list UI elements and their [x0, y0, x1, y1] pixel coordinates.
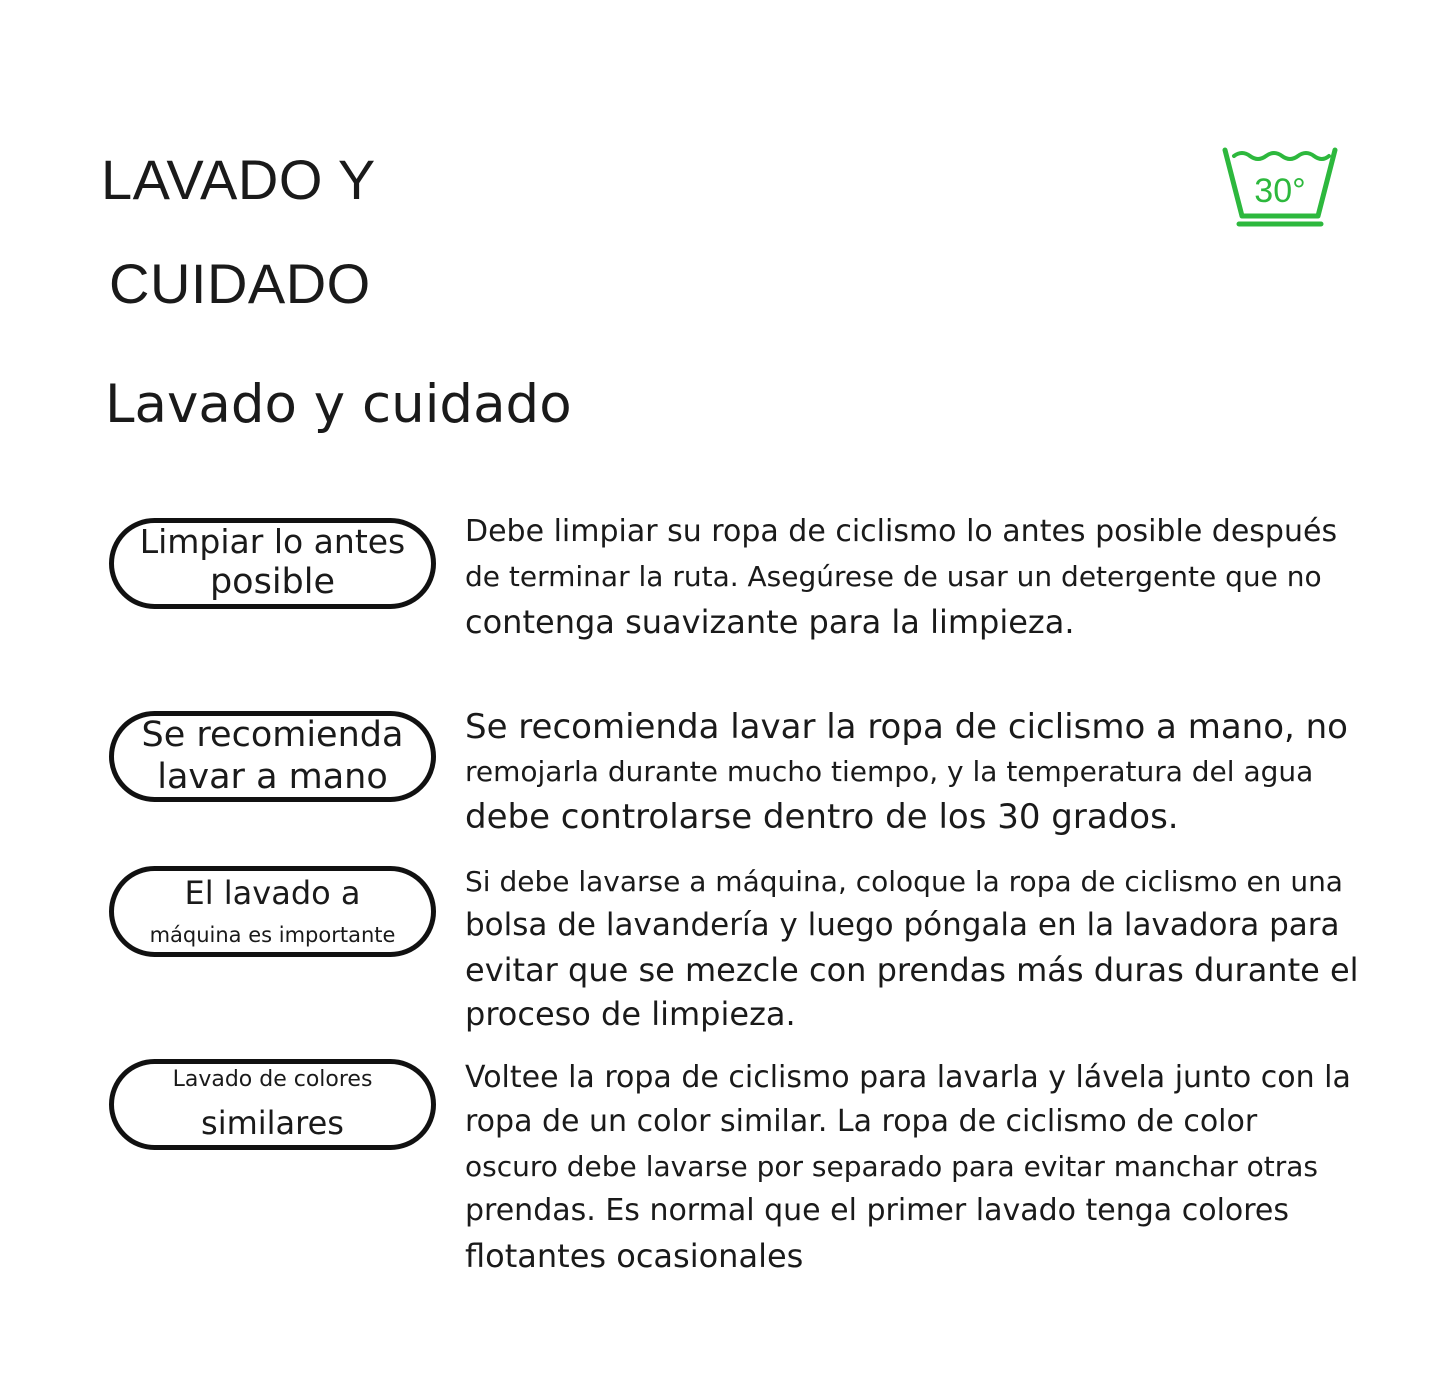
description-line: Se recomienda lavar la ropa de ciclismo a mano, no [465, 707, 1348, 747]
description-line: Si debe lavarse a máquina, coloque la ropa de ciclismo en una [465, 865, 1343, 898]
description-line: Voltee la ropa de ciclismo para lavarla y lávela junto con la [465, 1060, 1351, 1095]
description-line: Debe limpiar su ropa de ciclismo lo antes posible después [465, 514, 1338, 549]
tip-label-line: Lavado de colores [172, 1066, 373, 1092]
description-line: flotantes ocasionales [465, 1237, 804, 1275]
description-line: remojarla durante mucho tiempo, y la temperatura del agua [465, 755, 1314, 788]
page-title-line-1: LAVADO Y [101, 148, 376, 211]
wash-water-wave [1234, 153, 1329, 159]
description-line: bolsa de lavandería y luego póngala en la lavadora para [465, 907, 1340, 943]
tip-label-pill-similar-colors [109, 1059, 436, 1150]
description-line: contenga suavizante para la limpieza. [465, 603, 1075, 641]
description-line: evitar que se mezcle con prendas más duras durante el [465, 951, 1359, 989]
tip-description-hand-wash [465, 704, 1395, 840]
page-title-line-2: CUIDADO [109, 252, 371, 315]
description-line: de terminar la ruta. Asegúrese de usar un detergente que no [465, 560, 1322, 593]
tip-label-pill-machine-wash [109, 866, 436, 957]
description-line: ropa de un color similar. La ropa de ciclismo de color [465, 1104, 1258, 1139]
tip-label-line: máquina es importante [149, 922, 396, 947]
tip-label-line: Limpiar lo antes [139, 522, 406, 562]
wash-temperature-label: 30° [1254, 172, 1306, 210]
tip-label-line: lavar a mano [157, 756, 388, 797]
tip-label-line: similares [201, 1103, 344, 1142]
tip-label-line: El lavado a [184, 874, 361, 913]
tip-label-line: posible [209, 562, 336, 603]
tip-description-clean-asap [465, 510, 1395, 644]
description-line: proceso de limpieza. [465, 995, 796, 1033]
description-line: debe controlarse dentro de los 30 grados. [465, 797, 1179, 837]
tip-description-machine-wash [465, 862, 1395, 1036]
tip-description-similar-colors [465, 1056, 1395, 1279]
description-line: oscuro debe lavarse por separado para evitar manchar otras [465, 1150, 1319, 1183]
tip-label-pill-hand-wash [109, 711, 436, 802]
tip-label-line: Se recomienda [141, 715, 404, 756]
wash-30-degrees-icon [1212, 138, 1348, 234]
section-heading: Lavado y cuidado [105, 374, 572, 435]
tip-label-pill-clean-asap [109, 518, 436, 609]
description-line: prendas. Es normal que el primer lavado tenga colores [465, 1193, 1290, 1228]
